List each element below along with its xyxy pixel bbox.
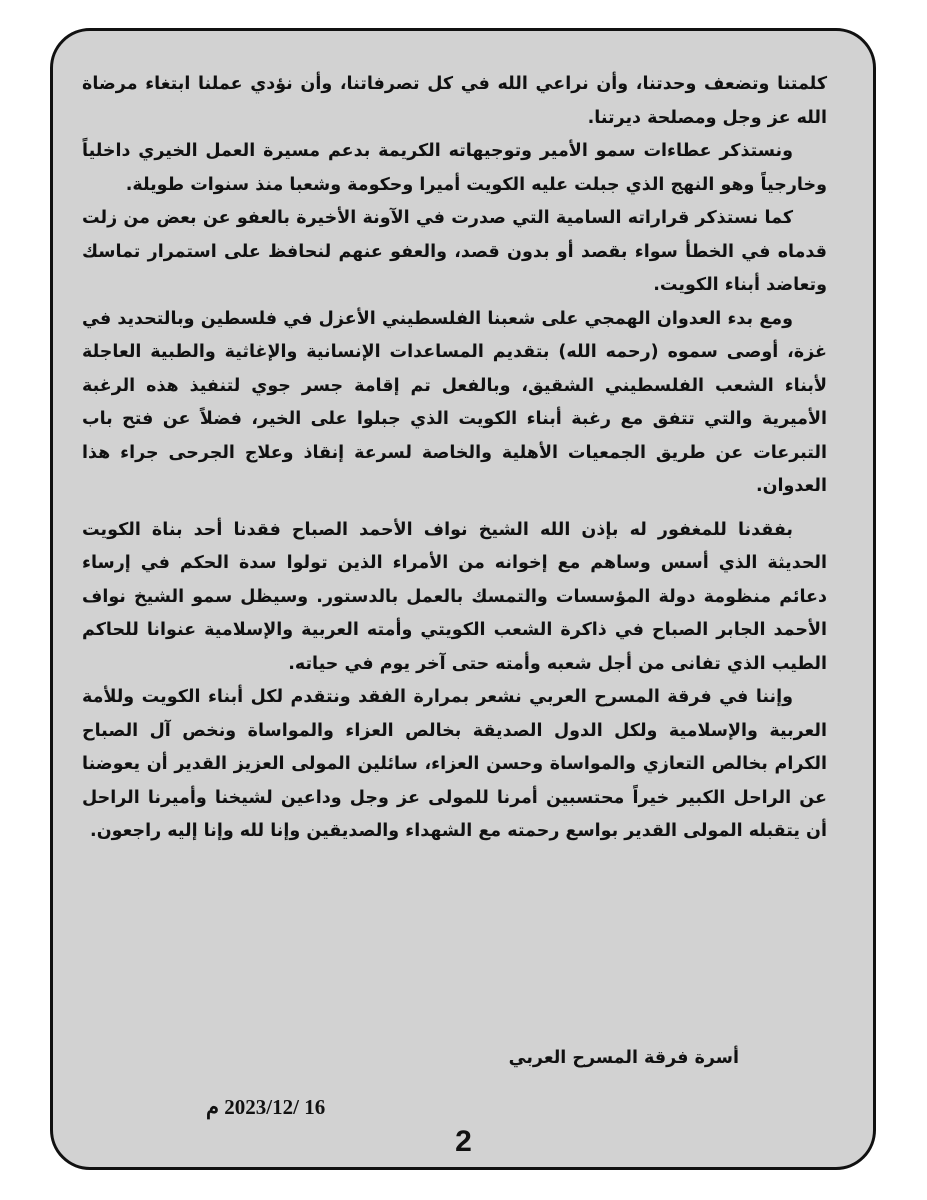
signature: أسرة فرقة المسرح العربي <box>508 1048 739 1068</box>
document-body <box>82 68 827 849</box>
page-number: 2 <box>455 1125 472 1158</box>
paragraph-6: وإننا في فرقة المسرح العربي نشعر بمرارة الفقد ونتقدم لكل أبناء الكويت وللأمة العربية والإسلامية ولكل الدول الصديقة بخالص العزاء والمواساة ونخص آل الصباح الكرام بخالص التعازي والمواساة وحسن العزاء، سائلين المولى العزيز القدير أن يعوضنا عن الراحل الكبير خيراً محتسبين أمرنا للمولى عز وجل وداعين لشيخنا وأميرنا الراحل أن يتقبله المولى القدير بواسع رحمته مع الشهداء والصديقين وإنا لله وإنا إليه راجعون. <box>82 687 827 841</box>
paragraph-4: ومع بدء العدوان الهمجي على شعبنا الفلسطيني الأعزل في فلسطين وبالتحديد في غزة، أوصى سموه (رحمه الله) بتقديم المساعدات الإنسانية والإغاثية والطبية العاجلة لأبناء الشعب الفلسطيني الشقيق، وبالفعل تم إقامة جسر جوي لتنفيذ هذه الرغبة الأميرية والتي تتفق مع رغبة أبناء الكويت الذي جبلوا على الخير، فضلاً عن فتح باب التبرعات عن طريق الجمعيات الأهلية والخاصة لسرعة إنقاذ وعلاج الجرحى جراء هذا العدوان. <box>82 308 827 496</box>
paragraph-1: كلمتنا وتضعف وحدتنا، وأن نراعي الله في كل تصرفاتنا، وأن نؤدي عملنا ابتغاء مرضاة الله عز وجل ومصلحة ديرتنا. <box>82 74 827 128</box>
paragraph-2: ونستذكر عطاءات سمو الأمير وتوجيهاته الكريمة بدعم مسيرة العمل الخيري داخلياً وخارجياً وهو النهج الذي جبلت عليه الكويت أميرا وحكومة وشعبا منذ سنوات طويلة. <box>82 141 827 195</box>
paragraph-5: بفقدنا للمغفور له بإذن الله الشيخ نواف الأحمد الصباح فقدنا أحد بناة الكويت الحديثة الذي أسس وساهم مع إخوانه من الأمراء الذين تولوا سدة الحكم في إرساء دعائم منظومة دولة المؤسسات والتمسك بالعمل بالدستور. وسيظل سمو الشيخ نواف الأحمد الجابر الصباح في ذاكرة الشعب الكويتي وأمته العربية والإسلامية عنوانا للحاكم الطيب الذي تفانى من أجل شعبه وأمته حتى آخر يوم في حياته. <box>82 519 827 674</box>
paragraph-3: كما نستذكر قراراته السامية التي صدرت في الآونة الأخيرة بالعفو عن بعض من زلت قدماه في الخطأ سواء بقصد أو بدون قصد، والعفو عنهم لنحافظ على استمرار تماسك وتعاضد أبناء الكويت. <box>82 208 827 295</box>
document-date: 16 /2023/12 م <box>206 1095 326 1119</box>
